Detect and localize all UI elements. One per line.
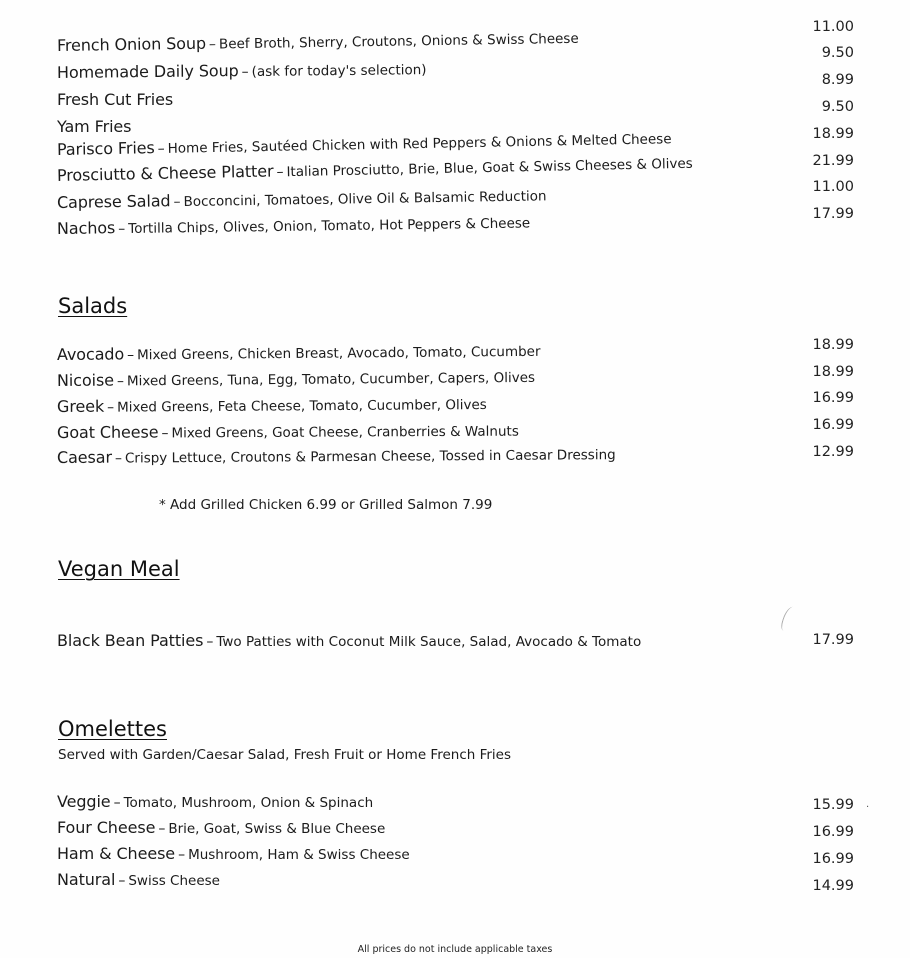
item-name: Black Bean Patties xyxy=(57,631,204,650)
item-name: Caesar xyxy=(56,447,113,467)
item-price: 8.99 xyxy=(821,72,854,88)
item-description: Mixed Greens, Goat Cheese, Cranberries & Walnuts xyxy=(171,423,519,442)
footer-note: All prices do not include applicable taxes xyxy=(357,944,553,955)
item-name: Parisco Fries xyxy=(56,138,155,159)
menu-item xyxy=(57,91,173,111)
item-description: Brie, Goat, Swiss & Blue Cheese xyxy=(168,821,386,837)
item-price: 12.99 xyxy=(812,444,854,460)
separator: – xyxy=(107,399,115,416)
item-name: Four Cheese xyxy=(57,818,156,837)
menu-item xyxy=(57,845,410,865)
separator: – xyxy=(241,63,249,81)
item-price: 16.99 xyxy=(812,417,854,433)
item-price: 9.50 xyxy=(821,45,854,61)
separator: – xyxy=(118,221,126,238)
item-price: 18.99 xyxy=(812,126,854,142)
menu-item xyxy=(57,29,579,57)
menu-item xyxy=(57,632,641,652)
menu-item xyxy=(57,395,487,418)
item-name: Greek xyxy=(56,396,105,416)
item-name: Fresh Cut Fries xyxy=(57,90,174,109)
menu-item xyxy=(57,186,547,214)
item-description: Tomato, Mushroom, Onion & Spinach xyxy=(123,795,374,811)
item-name: Veggie xyxy=(57,792,111,811)
item-name: French Onion Soup xyxy=(56,33,207,55)
item-price: 15.99 xyxy=(812,797,854,813)
item-price: 21.99 xyxy=(812,153,854,169)
separator: – xyxy=(208,36,217,53)
item-name: Prosciutto & Cheese Platter xyxy=(56,161,274,185)
item-name: Nachos xyxy=(56,218,116,238)
item-description: Swiss Cheese xyxy=(128,873,220,889)
item-name: Ham & Cheese xyxy=(57,844,176,863)
menu-item xyxy=(57,445,616,469)
item-price: 14.99 xyxy=(812,878,854,894)
item-name: Yam Fries xyxy=(57,117,132,136)
separator: – xyxy=(127,347,135,364)
item-price: 11.00 xyxy=(812,19,854,35)
section-title-salads: Salads xyxy=(58,294,128,318)
separator: – xyxy=(116,373,125,390)
item-name: Nicoise xyxy=(56,370,115,390)
menu-item xyxy=(57,342,541,366)
item-description: Italian Prosciutto, Brie, Blue, Goat & Swiss Cheeses & Olives xyxy=(286,155,693,181)
separator: – xyxy=(157,140,165,158)
item-price: 16.99 xyxy=(812,851,854,867)
item-price: 16.99 xyxy=(812,390,854,406)
section-title-omelettes: Omelettes xyxy=(58,717,167,741)
item-name: Goat Cheese xyxy=(56,422,159,442)
item-price: 17.99 xyxy=(812,632,854,648)
separator: – xyxy=(178,847,186,863)
item-price: 18.99 xyxy=(812,364,854,380)
item-description: Mixed Greens, Chicken Breast, Avocado, Tomato, Cucumber xyxy=(137,343,541,364)
item-description: (ask for today's selection) xyxy=(251,62,427,80)
item-price: 11.00 xyxy=(812,179,854,195)
menu-item xyxy=(57,793,373,813)
item-price: 18.99 xyxy=(812,337,854,353)
separator: – xyxy=(173,194,181,211)
item-description: Beef Broth, Sherry, Croutons, Onions & Swiss Cheese xyxy=(218,30,579,53)
separator: – xyxy=(114,450,123,467)
menu-item xyxy=(57,118,131,138)
separator: – xyxy=(276,164,284,181)
item-name: Natural xyxy=(57,870,116,889)
item-price: 16.99 xyxy=(812,824,854,840)
separator: – xyxy=(113,795,121,811)
item-description: Mixed Greens, Feta Cheese, Tomato, Cucumber, Olives xyxy=(117,396,487,416)
item-description: Tortilla Chips, Olives, Onion, Tomato, Hot Peppers & Cheese xyxy=(128,215,531,238)
item-description: Mixed Greens, Tuna, Egg, Tomato, Cucumber, Capers, Olives xyxy=(126,369,536,390)
section-title-vegan: Vegan Meal xyxy=(58,557,180,581)
item-name: Avocado xyxy=(56,344,125,364)
item-description: Mushroom, Ham & Swiss Cheese xyxy=(188,847,410,863)
menu-item xyxy=(57,60,427,84)
stray-mark: · xyxy=(866,802,870,813)
menu-item xyxy=(57,819,385,839)
pen-mark xyxy=(779,605,797,633)
menu-item xyxy=(57,422,519,444)
item-description: Bocconcini, Tomatoes, Olive Oil & Balsamic Reduction xyxy=(183,188,547,211)
salad-addon-note: * Add Grilled Chicken 6.99 or Grilled Salmon 7.99 xyxy=(159,497,493,513)
omelettes-subtitle: Served with Garden/Caesar Salad, Fresh Fruit or Home French Fries xyxy=(58,747,512,763)
separator: – xyxy=(158,821,166,837)
separator: – xyxy=(161,425,169,442)
menu-item xyxy=(57,368,535,392)
menu-item xyxy=(57,213,530,240)
item-description: Crispy Lettuce, Croutons & Parmesan Cheese, Tossed in Caesar Dressing xyxy=(124,447,616,467)
item-name: Homemade Daily Soup xyxy=(56,61,239,82)
item-price: 17.99 xyxy=(812,206,854,222)
menu-item xyxy=(57,871,220,891)
separator: – xyxy=(118,873,126,889)
item-description: Two Patties with Coconut Milk Sauce, Salad, Avocado & Tomato xyxy=(216,634,642,650)
item-description: Home Fries, Sautéed Chicken with Red Peppers & Onions & Melted Cheese xyxy=(167,131,672,157)
item-name: Caprese Salad xyxy=(56,191,171,212)
separator: – xyxy=(206,634,214,650)
item-price: 9.50 xyxy=(821,99,854,115)
